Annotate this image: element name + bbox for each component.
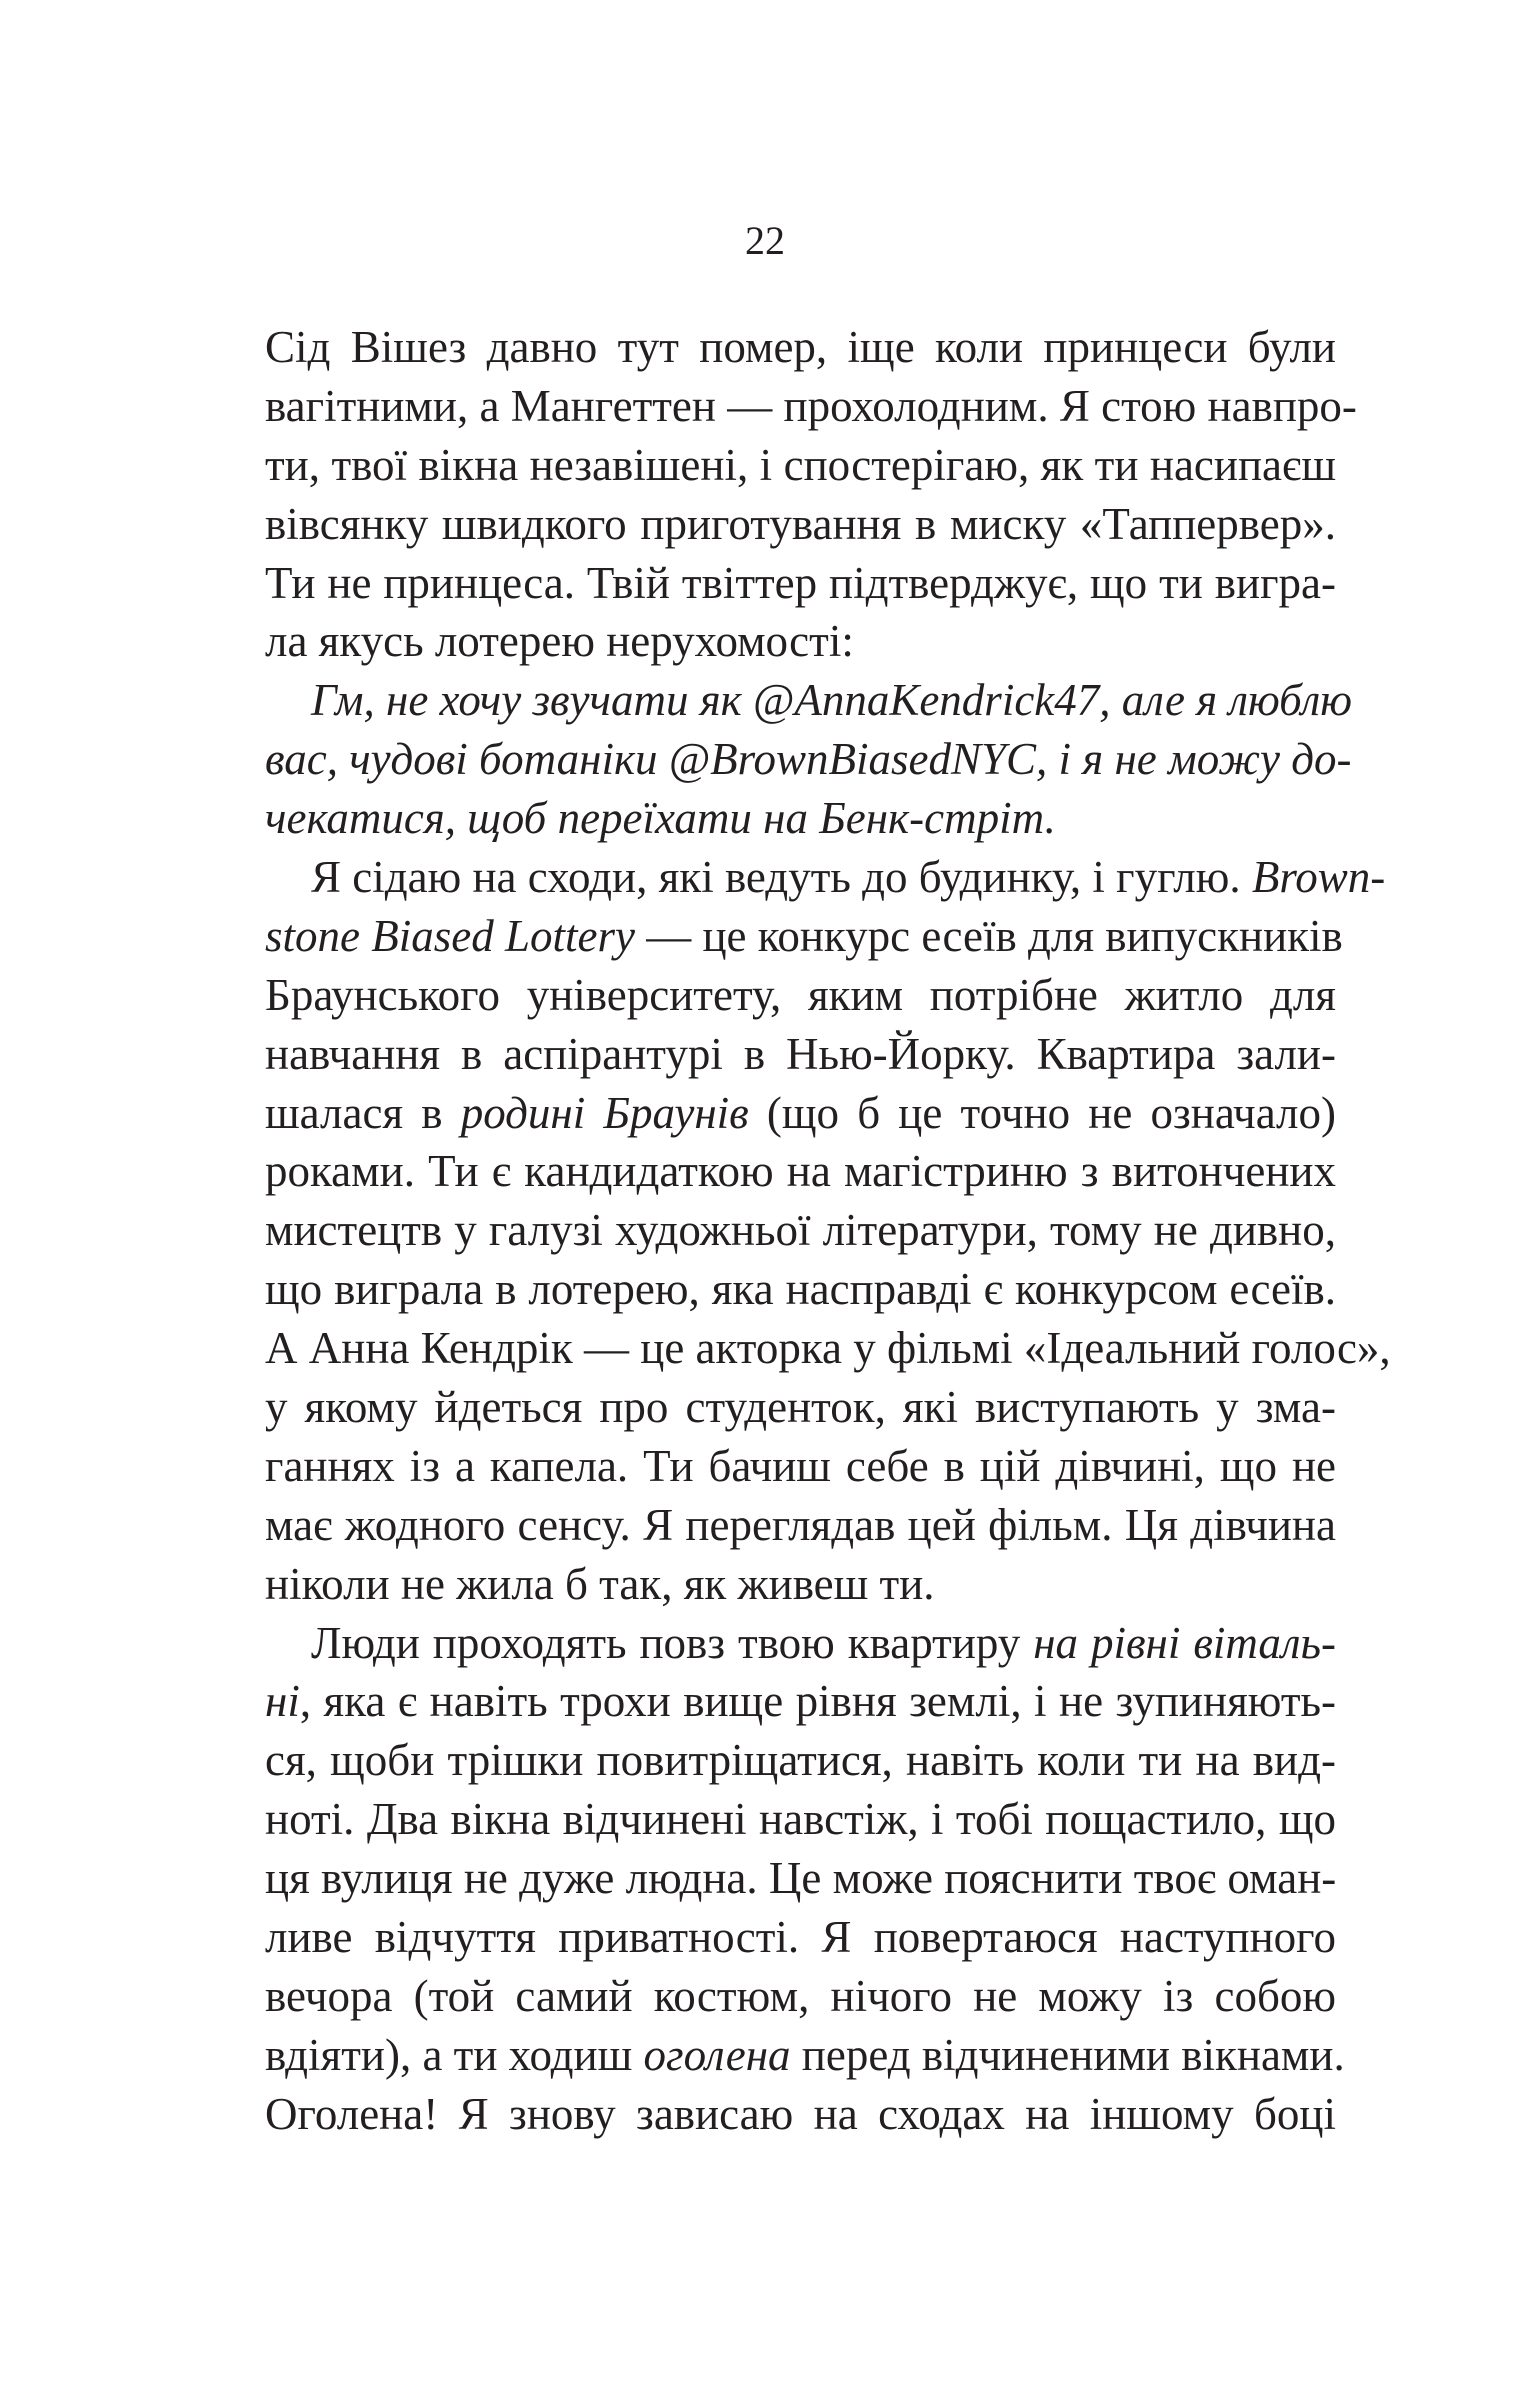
- text-line: [265, 2085, 1336, 2144]
- text-segment: , яка є навіть трохи вище рівня землі, і не зупиняють-: [299, 1676, 1336, 1727]
- text-line: [265, 2026, 1345, 2085]
- text-line: [265, 1908, 1336, 1967]
- body-text: [265, 318, 1391, 2144]
- text-segment: Сід Вішез давно тут помер, іще коли принцеси були: [265, 322, 1336, 372]
- text-line: [265, 671, 1353, 730]
- text-line: [265, 1378, 1336, 1437]
- text-line: [265, 612, 1336, 671]
- italic-text: чекатися, щоб переїхати на Бенк-стріт.: [265, 793, 1056, 844]
- text-segment: має жодного сенсу. Я переглядав цей фільм. Ця дівчина: [265, 1499, 1336, 1550]
- text-segment: вівсянку швидкого приготування в миску «Таппервер».: [265, 498, 1336, 549]
- italic-text: вас, чудові ботаніки @BrownBiasedNYC, і я не можу до-: [265, 734, 1352, 785]
- text-line: [265, 966, 1336, 1025]
- text-segment: ганнях із а капела. Ти бачиш себе в цій дівчині, що не: [265, 1440, 1336, 1491]
- text-segment: ла якусь лотерею нерухомості:: [265, 616, 854, 667]
- italic-text: на рівні віталь-: [1033, 1617, 1337, 1668]
- text-line: [265, 730, 1352, 789]
- text-segment: (що б це точно не означало): [748, 1087, 1337, 1138]
- text-line: [265, 554, 1336, 613]
- text-segment: вдіяти), а ти ходиш: [265, 2029, 644, 2080]
- text-line: [265, 1201, 1336, 1260]
- text-segment: вагітними, а Мангеттен — прохолодним. Я стою навпро-: [265, 380, 1357, 431]
- text-segment: перед відчиненими вікнами.: [790, 2029, 1345, 2080]
- text-segment: Браунського університету, яким потрібне житло для: [265, 969, 1336, 1020]
- text-line: [265, 377, 1357, 436]
- text-segment: у якому йдеться про студенток, які виступають у зма-: [265, 1382, 1336, 1433]
- text-line: [265, 1614, 1336, 1673]
- italic-text: ні: [265, 1676, 300, 1727]
- text-line: [265, 436, 1336, 495]
- text-segment: ливе відчуття приватності. Я повертаюся наступного: [265, 1912, 1336, 1963]
- text-segment: вечора (той самий костюм, нічого не можу із собою: [265, 1970, 1336, 2021]
- page-number: 22: [745, 218, 785, 263]
- italic-text: родині Браунів: [460, 1087, 749, 1138]
- text-line: [265, 1025, 1336, 1084]
- text-line: [265, 1790, 1336, 1849]
- text-line: [265, 495, 1336, 554]
- text-segment: ся, щоби трішки повитріщатися, навіть коли ти на вид-: [265, 1735, 1336, 1786]
- text-line: [265, 1849, 1336, 1908]
- text-line: [265, 789, 1336, 848]
- text-line: [265, 1967, 1336, 2026]
- text-line: [265, 1260, 1336, 1319]
- text-line: [265, 1437, 1336, 1496]
- text-segment: Оголена! Я знову зависаю на сходах на іншому боці: [265, 2088, 1336, 2139]
- text-line: [265, 1142, 1336, 1201]
- text-segment: — це конкурс есеїв для випускників: [634, 910, 1343, 961]
- text-line: [265, 1555, 1336, 1614]
- italic-text: Гм, не хочу звучати як @AnnaKendrick47, але я люблю: [311, 675, 1353, 726]
- text-line: [265, 848, 1386, 907]
- text-segment: шалася в: [265, 1087, 461, 1138]
- text-segment: ноті. Два вікна відчинені навстіж, і тобі пощастило, що: [265, 1794, 1336, 1845]
- text-line: [265, 318, 1336, 377]
- italic-text: оголена: [643, 2029, 791, 2080]
- text-segment: А Анна Кендрік — це акторка у фільмі «Ідеальний голос»,: [265, 1323, 1391, 1374]
- text-segment: навчання в аспірантурі в Нью-Йорку. Квартира зали-: [265, 1028, 1336, 1079]
- text-segment: Люди проходять повз твою квартиру: [311, 1617, 1034, 1668]
- text-line: [265, 1672, 1336, 1731]
- text-segment: ніколи не жила б так, як живеш ти.: [265, 1558, 935, 1609]
- italic-text: stone Biased Lottery: [265, 910, 635, 961]
- text-line: [265, 1496, 1336, 1555]
- text-segment: мистецтв у галузі художньої літератури, тому не дивно,: [265, 1205, 1336, 1256]
- text-segment: ти, твої вікна незавішені, і спостерігаю, як ти насипаєш: [265, 439, 1336, 490]
- text-line: [265, 907, 1343, 966]
- text-segment: Ти не принцеса. Твій твіттер підтверджує, що ти вигра-: [265, 557, 1336, 608]
- italic-text: Brown-: [1251, 852, 1386, 903]
- text-segment: ця вулиця не дуже людна. Це може пояснити твоє оман-: [265, 1853, 1337, 1904]
- text-segment: Я сідаю на сходи, які ведуть до будинку, і гуглю.: [311, 852, 1252, 903]
- text-line: [265, 1731, 1336, 1790]
- text-line: [265, 1084, 1336, 1143]
- text-segment: що виграла в лотерею, яка насправді є конкурсом есеїв.: [265, 1264, 1336, 1315]
- text-segment: роками. Ти є кандидаткою на магістриню з витончених: [265, 1146, 1336, 1197]
- text-line: [265, 1319, 1391, 1378]
